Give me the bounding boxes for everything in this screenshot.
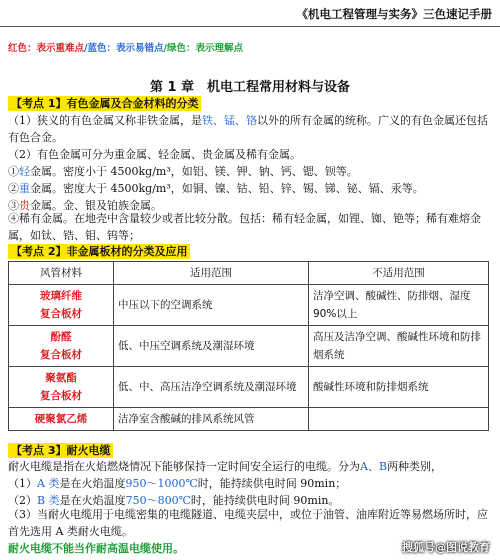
intro-text: 耐火电缆是指在火焰燃烧情况下能够保持一定时间安全运行的电缆。分为 [8,460,360,473]
table-row [9,408,489,431]
light-text: 金属。密度小于 4500kg/m³，如铝、镁、钾、钠、钙、锶、钡等。 [30,165,358,178]
class-a-label: A 类 [37,477,60,490]
light-metal-line [8,163,494,180]
legend-red-prefix: 红色：表示 [8,43,56,54]
class-b-number: （2） [8,494,37,507]
heavy-text: 金属。密度大于 4500kg/m³，如铜、镍、钴、铅、锌、锡、锑、铋、镉、汞等。 [30,182,424,195]
chapter-title: 第 1 章 机电工程常用材料与设备 [149,80,351,95]
footer-note: 耐火电缆不能当作耐高温电缆使用。 [8,542,184,555]
table-row [9,367,489,408]
unsuitable-cell: 高压及洁净空调、酸碱性环境和防排烟系统 [309,326,489,367]
heavy-metal-line [8,180,494,197]
table-row [9,285,489,326]
class-b-label: B 类 [37,494,60,507]
material-name-line: 硬聚氯乙烯 [34,413,88,425]
intro-suffix: 两种类别， [387,460,443,473]
section-3-intro [8,458,494,475]
section-3-heading: 【考点 3】耐火电缆 [8,443,113,458]
section-3-paragraph-3: （3）当耐火电缆用于电缆密集的电缆隧道、电缆夹层中，或位于油管、油库附近等易燃场所时，应首先选用 A 类耐火电缆。 [8,508,488,538]
class-b-suffix: 时，能持续供电时间 90min。 [190,494,340,507]
suitable-cell: 低、中、高压洁净空调系统及潮湿环境 [114,367,309,408]
board-materials-table [8,261,489,431]
light-term: 轻 [19,165,30,178]
class-b-mid: 是在火焰温度 [59,494,126,507]
suitable-cell: 洁净室含酸碱的排风系统风管 [114,408,309,431]
material-name-line: 聚氨酯 [45,372,77,384]
section-1-paragraph-1 [8,112,494,146]
rare-metal-line: ④稀有金属。在地壳中含量较少或者比较分散。包括：稀有轻金属，如锂、铷、铯等；稀有难熔金属，如钛、锆、钼、钨等； [8,212,481,242]
p1-suffix: 以外的所有金属的统称。广义的有色金属还包括有色合金。 [8,114,488,144]
p1-excluded-metals: 铁、锰、铬 [202,114,257,127]
color-legend [8,40,243,54]
watermark: 搜狐号@图说教育 [402,541,490,554]
material-name-line: 玻璃纤维 [40,290,82,302]
section-2-heading: 【考点 2】非金属板材的分类及应用 [8,244,190,259]
legend-blue-prefix: /蓝色：表示 [84,43,136,54]
intro-categories: A、B [360,460,388,473]
class-a-suffix: 时，能持续供电时间 90min； [197,477,347,490]
precious-number: ③ [8,199,19,212]
class-a-line [8,475,494,492]
unsuitable-cell [309,408,489,431]
material-name-cell [9,285,114,326]
class-b-temperature: 750～800℃ [125,494,191,507]
legend-blue-term: 易错点 [135,43,164,54]
heavy-term: 重 [19,182,30,195]
legend-green-prefix: /绿色：表示 [163,43,215,54]
material-name-cell [9,408,114,431]
section-1-paragraph-2: （2）有色金属可分为重金属、轻金属、贵金属及稀有金属。 [8,148,301,161]
legend-red-term: 重难点 [55,43,85,54]
material-name-cell [9,367,114,408]
handbook-title: 《机电工程管理与实务》三色速记手册 [296,7,492,21]
unsuitable-cell: 酸碱性环境和防排烟系统 [309,367,489,408]
class-a-mid: 是在火焰温度 [59,477,126,490]
material-name-line: 复合板材 [40,390,82,402]
material-name-line: 复合板材 [40,308,82,320]
class-a-temperature: 950～1000℃ [125,477,198,490]
header-material: 风管材料 [9,262,114,285]
material-name-line: 酚醛 [50,331,72,343]
suitable-cell: 低、中压空调系统及潮湿环境 [114,326,309,367]
header-suitable: 适用范围 [114,262,309,285]
legend-green-term: 理解点 [214,43,244,54]
p1-prefix: （1）狭义的有色金属又称非铁金属，是 [8,114,202,127]
suitable-cell: 中压以下的空调系统 [114,285,309,326]
material-name-cell [9,326,114,367]
class-a-number: （1） [8,477,37,490]
material-name-line: 复合板材 [40,349,82,361]
unsuitable-cell: 洁净空调、酸碱性、防排烟、湿度 90%以上 [309,285,489,326]
heavy-number: ② [8,182,19,195]
header-unsuitable: 不适用范围 [309,262,489,285]
table-header-row [9,262,489,285]
precious-text: 金属。金、银及铂族金属。 [30,199,162,212]
page-header [0,0,500,27]
precious-term: 贵 [19,199,30,212]
light-number: ① [8,165,19,178]
table-row [9,326,489,367]
section-1-heading: 【考点 1】有色金属及合金材料的分类 [8,96,201,111]
